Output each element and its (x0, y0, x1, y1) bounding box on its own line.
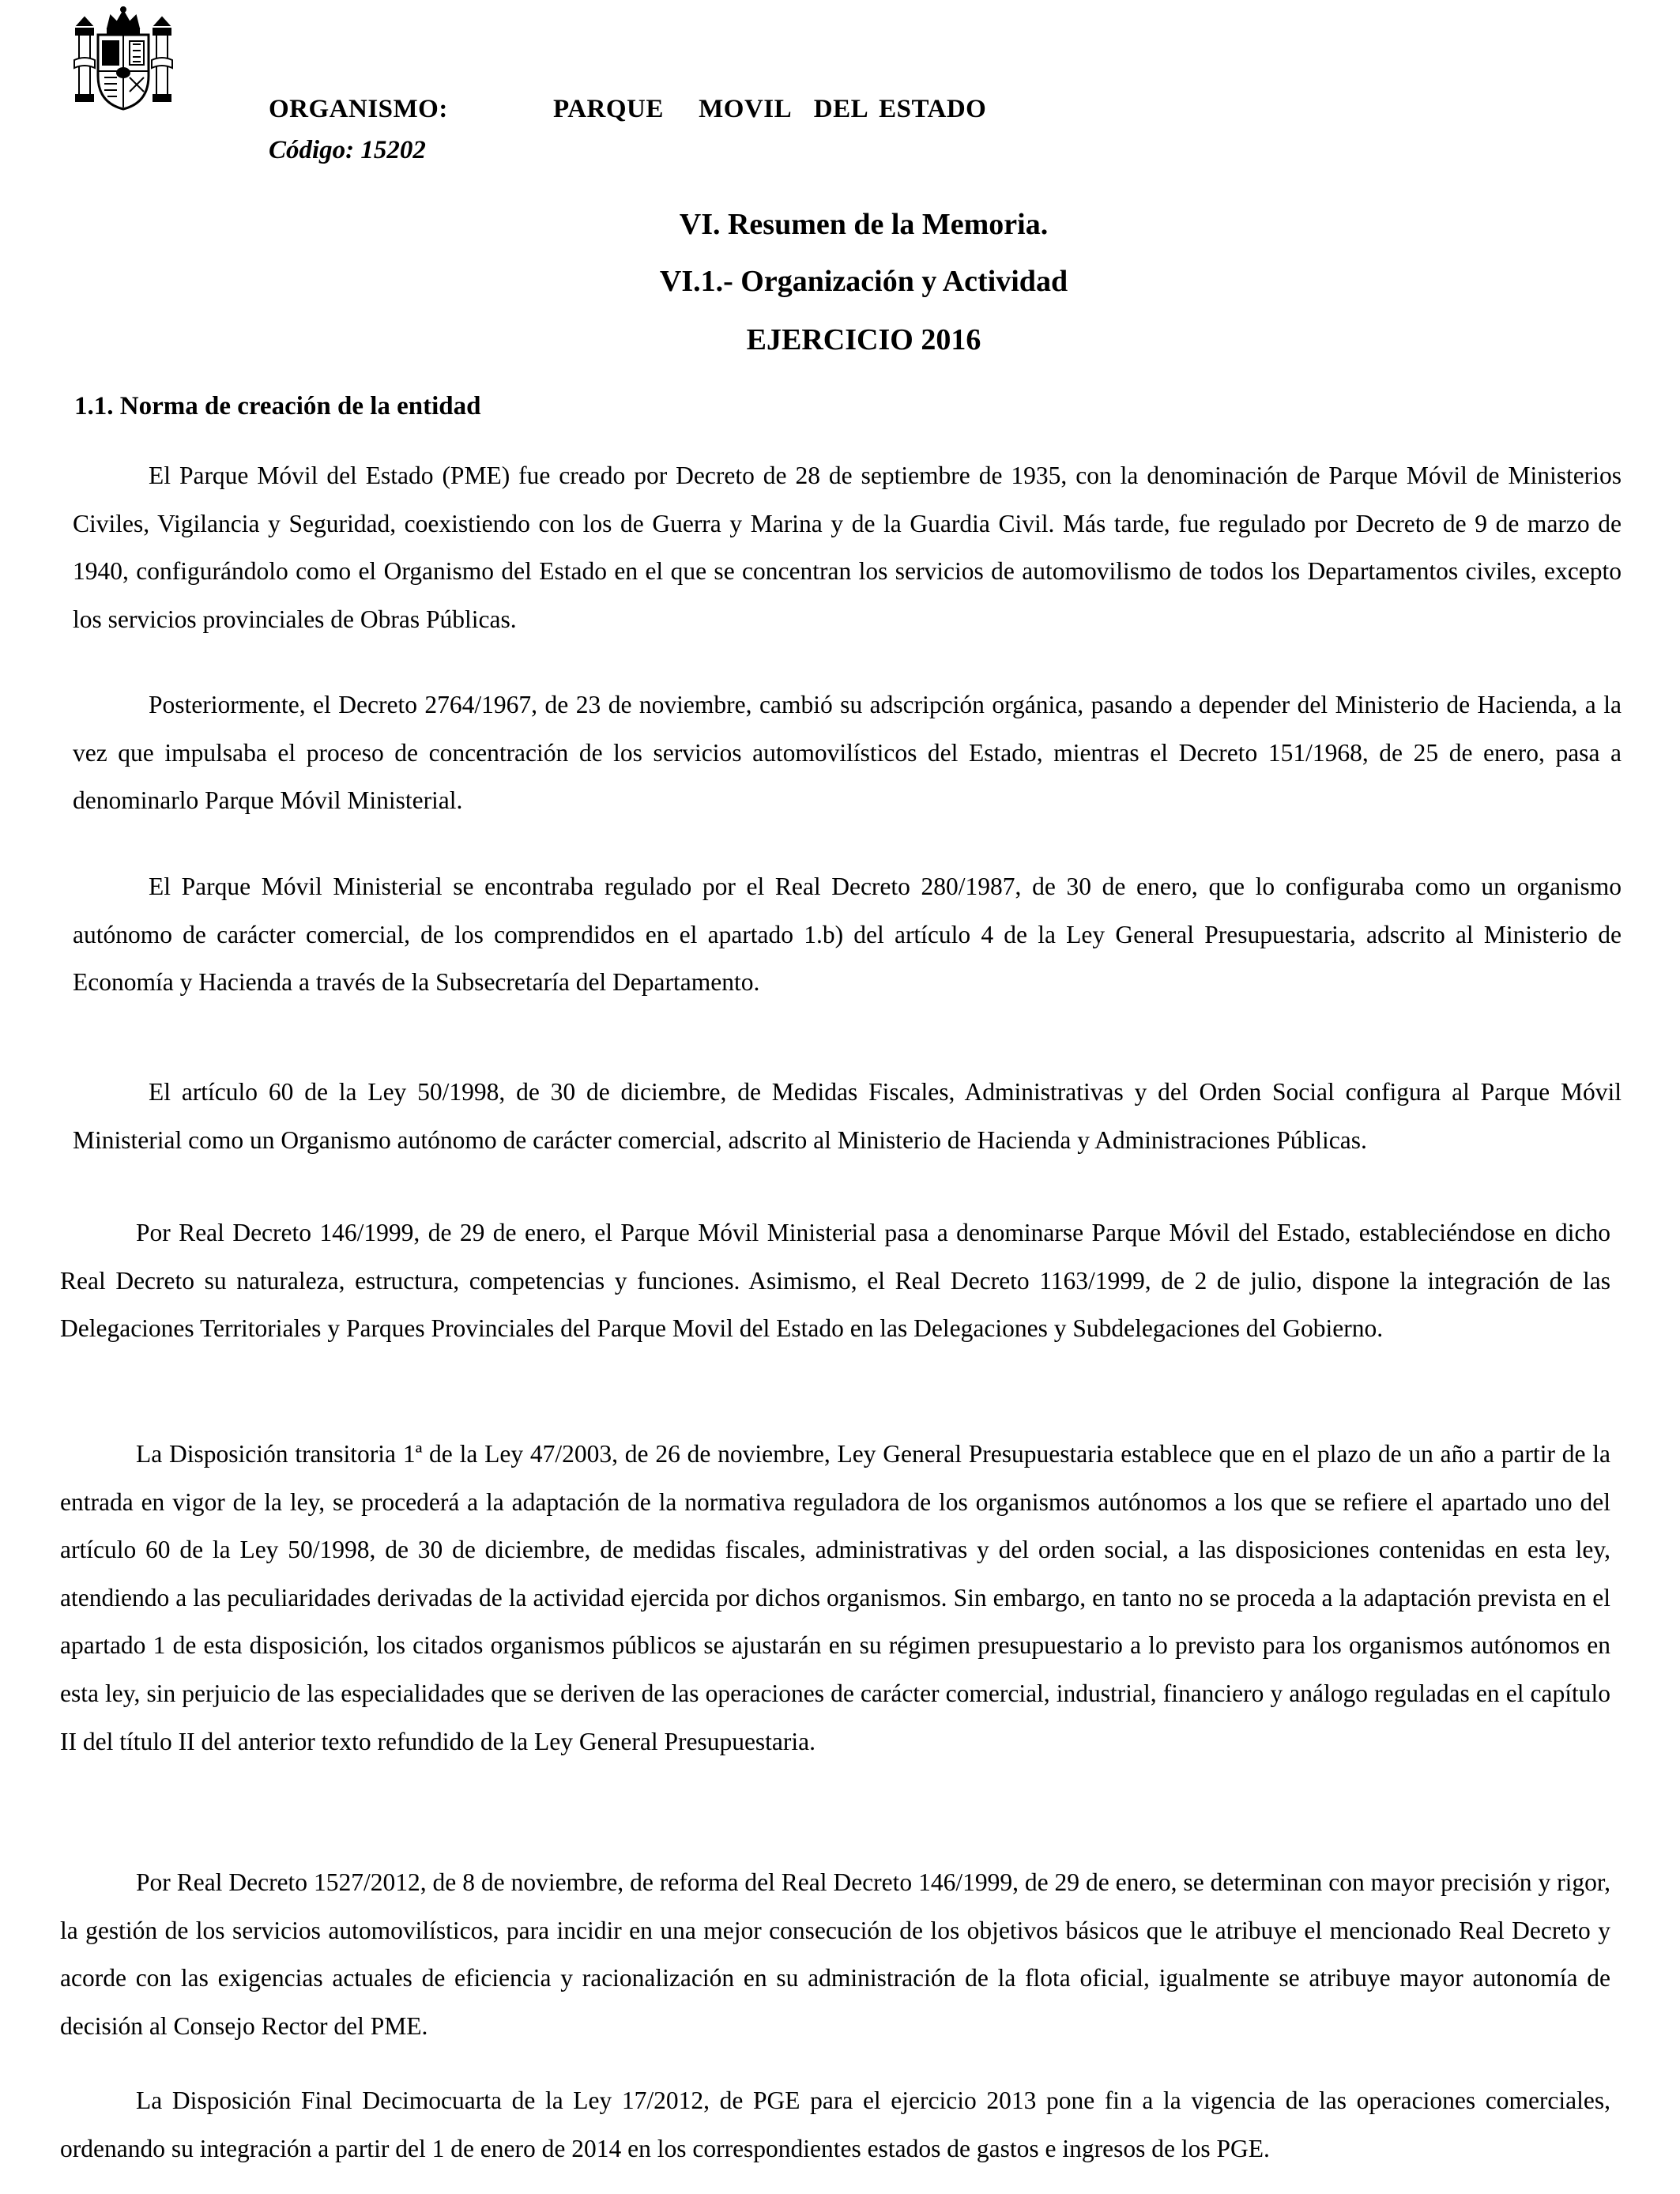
organism-label: ORGANISMO: (269, 95, 448, 123)
paragraph-decree-1967: Posteriormente, el Decreto 2764/1967, de 23 de noviembre, cambió su adscripción orgánica, pasando a depender del Ministerio de Hacienda, a la vez que impulsaba el proceso de concentración de los servicios automovilísticos del Estado, mientras el Decreto 151/1968, de 25 de enero, pasa a denominarlo Parque Móvil Ministerial. (73, 691, 1622, 815)
organism-name: PARQUE MOVIL DEL ESTADO (553, 95, 987, 123)
coat-of-arms-icon (70, 5, 177, 112)
heading-year: EJERCICIO 2016 (746, 323, 981, 356)
paragraph-decree-1999: Por Real Decreto 146/1999, de 29 de enero, el Parque Móvil Ministerial pasa a denominarse Parque Móvil del Estado, estableciéndose en dicho Real Decreto su naturaleza, estructura, competencias y funciones. Asimismo, el Real Decreto 1163/1999, de 2 de julio, dispone la integración de las Delegaciones Territoriales y Parques Provinciales del Parque Movil del Estado en las Delegaciones y Subdelegaciones del Gobierno. (60, 1219, 1610, 1343)
paragraph-decree-2012: Por Real Decreto 1527/2012, de 8 de noviembre, de reforma del Real Decreto 146/1999, de 29 de enero, se determinan con mayor precisión y rigor, la gestión de los servicios automovilísticos, para incidir en una mejor consecución de los objetivos básicos que le atribuye el mencionado Real Decreto y acorde con las exigencias actuales de eficiencia y racionalización en su administración de la flota oficial, igualmente se atribuye mayor autonomía de decisión al Consejo Rector del PME. (60, 1868, 1610, 2040)
paragraph-creation: El Parque Móvil del Estado (PME) fue creado por Decreto de 28 de septiembre de 1935, con la denominación de Parque Móvil de Ministerios Civiles, Vigilancia y Seguridad, coexistiendo con los de Guerra y Marina y de la Guardia Civil. Más tarde, fue regulado por Decreto de 9 de marzo de 1940, configurándolo como el Organismo del Estado en el que se concentran los servicios de automovilismo de todos los Departamentos civiles, excepto los servicios provinciales de Obras Públicas. (73, 462, 1622, 633)
paragraph-law-1998: El artículo 60 de la Ley 50/1998, de 30 de diciembre, de Medidas Fiscales, Administrativas y del Orden Social configura al Parque Móvil Ministerial como un Organismo autónomo de carácter comercial, adscrito al Ministerio de Hacienda y Administraciones Públicas. (73, 1078, 1622, 1154)
heading-summary: VI. Resumen de la Memoria. (679, 208, 1049, 241)
heading-organization: VI.1.- Organización y Actividad (659, 265, 1068, 298)
paragraph-decree-1987: El Parque Móvil Ministerial se encontraba regulado por el Real Decreto 280/1987, de 30 de enero, que lo configuraba como un organismo autónomo de carácter comercial, de los comprendidos en el apartado 1.b) del artículo 4 de la Ley General Presupuestaria, adscrito al Ministerio de Economía y Hacienda a través de la Subsecretaría del Departamento. (73, 873, 1622, 997)
paragraph-law-2012: La Disposición Final Decimocuarta de la Ley 17/2012, de PGE para el ejercicio 2013 pone fin a la vigencia de las operaciones comerciales, ordenando su integración a partir del 1 de enero de 2014 en los correspondientes estados de gastos e ingresos de los PGE. (60, 2087, 1610, 2162)
organism-code: Código: 15202 (269, 136, 426, 164)
paragraph-law-2003: La Disposición transitoria 1ª de la Ley 47/2003, de 26 de noviembre, Ley General Presupuestaria establece que en el plazo de un año a partir de la entrada en vigor de la ley, se procederá a la adaptación de la normativa reguladora de los organismos autónomos a los que se refiere el apartado uno del artículo 60 de la Ley 50/1998, de 30 de diciembre, de medidas fiscales, administrativas y del orden social, a las disposiciones contenidas en esta ley, atendiendo a las peculiaridades derivadas de la actividad ejercida por dichos organismos. Sin embargo, en tanto no se proceda a la adaptación prevista en el apartado 1 de esta disposición, los citados organismos públicos se ajustarán en su régimen presupuestario a lo previsto para los organismos autónomos en esta ley, sin perjuicio de las especialidades que se deriven de las operaciones de carácter comercial, industrial, financiero y análogo reguladas en el capítulo II del título II del anterior texto refundido de la Ley General Presupuestaria. (60, 1440, 1610, 1755)
section-title: 1.1. Norma de creación de la entidad (74, 392, 481, 420)
